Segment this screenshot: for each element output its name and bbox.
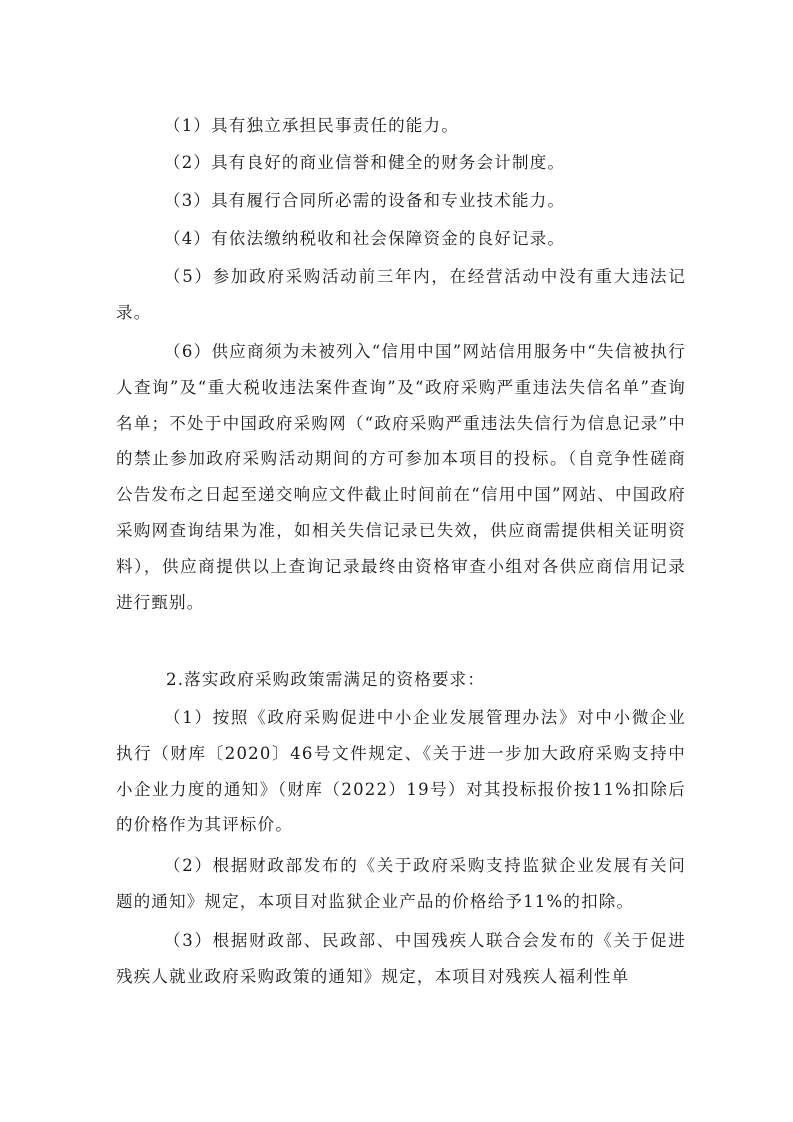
- qualification-item-4: （4）有依法缴纳税收和社会保障资金的良好记录。: [164, 229, 566, 248]
- policy-item-3: （3）根据财政部、民政部、中国残疾人联合会发布的《关于促进残疾人就业政府采购政策的通知》规定，本项目对残疾人福利性单: [116, 931, 686, 986]
- policy-item-1: （1）按照《政府采购促进中小企业发展管理办法》对中小微企业执行（财库〔2020〕46号文件规定、《关于进一步加大政府采购支持中小企业力度的通知》（财库（2022）19号）对其投标报价按11%扣除后的价格作为其评标价。: [116, 708, 686, 835]
- qualification-item-5: （5）参加政府采购活动前三年内，在经营活动中没有重大违法记录。: [116, 267, 686, 322]
- qualification-item-3: （3）具有履行合同所必需的设备和专业技术能力。: [164, 191, 566, 210]
- section-heading-policy-requirements: 2.落实政府采购政策需满足的资格要求：: [166, 670, 486, 689]
- qualification-item-1: （1）具有独立承担民事责任的能力。: [164, 116, 459, 135]
- qualification-item-2: （2）具有良好的商业信誉和健全的财务会计制度。: [164, 153, 566, 172]
- qualification-item-6: （6）供应商须为未被列入“信用中国”网站信用服务中“失信被执行人查询”及“重大税收违法案件查询”及“政府采购严重违法失信名单”查询名单；不处于中国政府采购网（“政府采购严重违法失信行为信息记录”中的禁止参加政府采购活动期间的方可参加本项目的投标。（自竞争性磋商公告发布之日起至递交响应文件截止时间前在“信用中国”网站、中国政府采购网查询结果为准，如相关失信记录已失效，供应商需提供相关证明资料），供应商提供以上查询记录最终由资格审查小组对各供应商信用记录进行甄别。: [116, 342, 686, 612]
- policy-item-2: （2）根据财政部发布的《关于政府采购支持监狱企业发展有关问题的通知》规定，本项目对监狱企业产品的价格给予11%的扣除。: [116, 856, 686, 911]
